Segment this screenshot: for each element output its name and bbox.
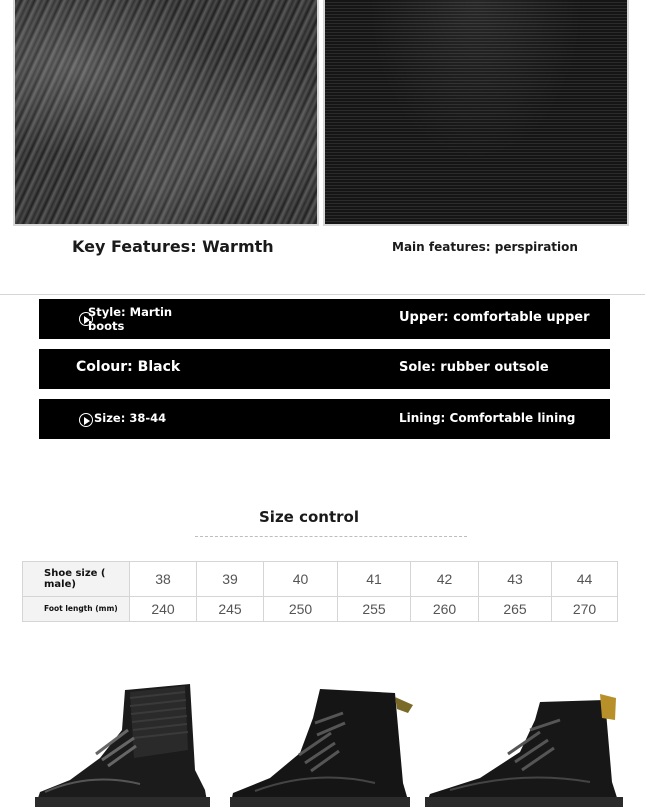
spec-bar-style <box>39 299 610 339</box>
title-underline <box>195 536 467 537</box>
spec-colour-label: Colour: Black <box>76 359 181 375</box>
table-cell: 44 <box>552 562 618 597</box>
chelsea-boot-image <box>420 690 625 807</box>
spec-size-label: Size: 38-44 <box>94 411 167 425</box>
spec-upper-label: Upper: comfortable upper <box>399 310 590 325</box>
table-cell: 42 <box>411 562 479 597</box>
table-cell: 260 <box>411 596 479 622</box>
table-cell: 38 <box>130 562 197 597</box>
table-cell: 265 <box>479 596 552 622</box>
feature-perspiration-caption: Main features: perspiration <box>392 240 578 254</box>
table-cell: 255 <box>338 596 411 622</box>
row-header-foot-length: Foot length (mm) <box>23 596 130 622</box>
spec-lining-label: Lining: Comfortable lining <box>399 411 576 425</box>
table-cell: 41 <box>338 562 411 597</box>
section-divider <box>0 294 645 295</box>
table-cell: 245 <box>197 596 264 622</box>
table-cell: 250 <box>264 596 338 622</box>
table-cell: 240 <box>130 596 197 622</box>
table-cell: 43 <box>479 562 552 597</box>
table-row <box>23 596 618 622</box>
spec-bar-colour <box>39 349 610 389</box>
table-cell: 39 <box>197 562 264 597</box>
martin-boot-image <box>225 683 415 807</box>
row-header-shoe-size: Shoe size ( male) <box>23 562 130 597</box>
table-cell: 40 <box>264 562 338 597</box>
table-row <box>23 562 618 597</box>
size-table <box>22 561 618 622</box>
spec-bar-size <box>39 399 610 439</box>
fur-lining-image <box>13 0 319 226</box>
feature-warmth-caption: Key Features: Warmth <box>72 237 274 256</box>
mesh-fabric-image <box>323 0 629 226</box>
play-circle-icon <box>79 413 93 427</box>
table-cell: 270 <box>552 596 618 622</box>
sock-boot-image <box>30 680 210 807</box>
size-control-title: Size control <box>259 508 359 526</box>
spec-sole-label: Sole: rubber outsole <box>399 360 549 375</box>
spec-style-label: Style: Martin boots <box>88 305 173 333</box>
